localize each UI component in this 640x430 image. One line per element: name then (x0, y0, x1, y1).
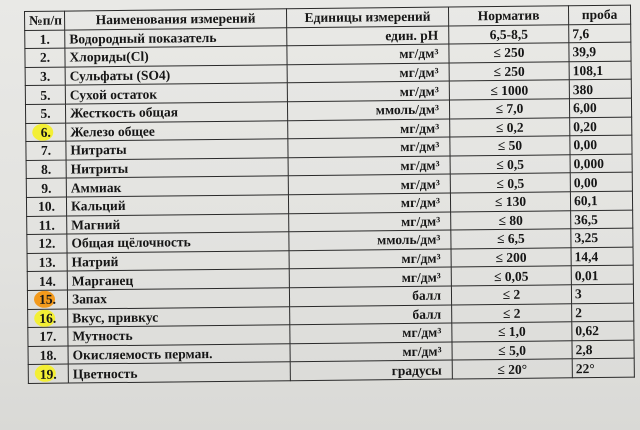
measurement-name: Марганец (67, 269, 289, 290)
row-number-cell (25, 85, 65, 104)
norm-value: ≤ 250 (449, 43, 569, 63)
row-number-cell (28, 309, 68, 328)
sample-value: 14,4 (571, 247, 633, 266)
norm-value: ≤ 200 (451, 248, 571, 268)
measurement-name: Хлориды(Cl) (65, 46, 287, 67)
norm-value: ≤ 130 (450, 192, 570, 212)
measurement-unit: мг/дм³ (288, 137, 450, 157)
row-number-cell (27, 271, 67, 290)
measurement-unit: мг/дм³ (289, 212, 451, 232)
row-number-cell (26, 197, 66, 216)
header-norm: Норматив (448, 6, 568, 26)
header-units: Единицы измерений (286, 7, 448, 27)
measurement-unit: мг/дм³ (290, 342, 452, 362)
measurement-name: Нитриты (66, 157, 288, 178)
measurement-unit: градусы (290, 360, 452, 380)
row-number: 12. (38, 236, 56, 252)
measurement-name: Цветность (68, 362, 290, 383)
row-number-cell (27, 253, 67, 272)
row-number: 8. (41, 161, 52, 177)
sample-value: 3 (571, 284, 633, 303)
row-number-cell (26, 178, 66, 197)
sample-value: 0,00 (570, 135, 632, 154)
row-number: 3. (40, 68, 51, 84)
measurement-name: Запах (67, 288, 289, 309)
norm-value: ≤ 250 (449, 62, 569, 82)
sample-value: 3,25 (571, 228, 633, 247)
sample-value: 0,01 (571, 265, 633, 284)
measurement-name: Кальций (66, 195, 288, 216)
water-analysis-table (24, 5, 635, 384)
measurement-name: Вкус, привкус (68, 306, 290, 327)
measurement-unit: ммоль/дм³ (289, 230, 451, 250)
measurement-unit: ммоль/дм³ (287, 100, 449, 120)
row-number-cell (27, 234, 67, 253)
measurement-name: Аммиак (66, 176, 288, 197)
measurement-unit: мг/дм³ (288, 193, 450, 213)
norm-value: ≤ 0,5 (450, 173, 570, 193)
row-number: 13. (38, 254, 56, 270)
row-number: 14. (38, 273, 56, 289)
measurement-name: Окисляемость перман. (68, 343, 290, 364)
row-number: 16. (39, 310, 57, 326)
norm-value: ≤ 50 (450, 136, 570, 156)
norm-value: ≤ 0,05 (451, 266, 571, 286)
sample-value: 0,000 (570, 154, 632, 173)
table-body (25, 24, 635, 384)
row-number: 15. (39, 291, 57, 308)
norm-value: 6,5-8,5 (449, 24, 569, 44)
row-number-cell (27, 216, 67, 235)
row-number: 5. (40, 87, 51, 103)
sample-value: 60,1 (570, 191, 632, 210)
sample-value: 380 (569, 80, 631, 99)
row-number: 17. (39, 329, 57, 345)
header-sample: проба (568, 5, 630, 24)
header-measurement-name: Наименования измерений (65, 9, 287, 30)
norm-value: ≤ 6,5 (451, 229, 571, 249)
row-number: 7. (40, 143, 52, 159)
row-number-cell (26, 123, 66, 142)
sample-value: 108,1 (569, 61, 631, 80)
measurement-name: Жесткость общая (65, 102, 287, 123)
measurement-name: Натрий (67, 250, 289, 271)
sample-value: 7,6 (569, 24, 631, 43)
row-number: 10. (38, 198, 56, 215)
sample-value: 22° (572, 358, 634, 377)
norm-value: ≤ 80 (451, 210, 571, 230)
row-number-cell (25, 104, 65, 123)
sample-value: 2,8 (572, 340, 634, 359)
norm-value: ≤ 0,5 (450, 155, 570, 175)
measurement-unit: мг/дм³ (290, 323, 452, 343)
row-number: 19. (39, 366, 57, 382)
measurement-unit: мг/дм³ (287, 63, 449, 83)
row-number-cell (28, 327, 68, 346)
row-number: 2. (39, 50, 51, 66)
sample-value: 0,00 (570, 172, 632, 191)
measurement-unit: мг/дм³ (288, 156, 450, 176)
row-number: 18. (39, 347, 57, 363)
row-number: 5. (40, 105, 51, 122)
sample-value: 6,00 (569, 98, 631, 117)
norm-value: ≤ 20° (452, 359, 572, 379)
norm-value: ≤ 1000 (449, 80, 569, 100)
measurement-name: Водородный показатель (65, 27, 287, 48)
sample-value: 36,5 (571, 210, 633, 229)
row-number: 11. (38, 217, 55, 233)
measurement-unit: мг/дм³ (288, 174, 450, 194)
sample-value: 39,9 (569, 42, 631, 61)
measurement-unit: мг/дм³ (287, 81, 449, 101)
sample-value: 0,62 (572, 321, 634, 340)
norm-value: ≤ 7,0 (449, 99, 569, 119)
measurement-name: Мутность (68, 325, 290, 346)
norm-value: ≤ 2 (451, 285, 571, 305)
measurement-name: Нитраты (66, 139, 288, 160)
row-number-cell (26, 160, 66, 179)
row-number-cell (26, 141, 66, 160)
row-number-cell (25, 48, 65, 67)
row-number-cell (25, 30, 65, 49)
measurement-unit: мг/дм³ (288, 119, 450, 139)
norm-value: ≤ 5,0 (452, 340, 572, 360)
measurement-name: Магний (67, 213, 289, 234)
header-number: №п/п (25, 11, 65, 30)
row-number: 9. (41, 180, 52, 196)
row-number-cell (28, 346, 68, 365)
measurement-unit: мг/дм³ (287, 44, 449, 64)
row-number: 6. (40, 124, 51, 140)
row-number-cell (27, 290, 67, 309)
row-number-cell (25, 67, 65, 86)
row-number-cell (28, 364, 68, 383)
measurement-unit: един. pH (287, 26, 449, 46)
sample-value: 2 (572, 303, 634, 322)
measurement-name: Сульфаты (SO4) (65, 65, 287, 86)
sample-value: 0,20 (570, 117, 632, 136)
measurement-unit: балл (290, 305, 452, 325)
norm-value: ≤ 2 (452, 303, 572, 323)
norm-value: ≤ 0,2 (450, 117, 570, 137)
row-number: 1. (39, 31, 50, 47)
measurement-name: Железо общее (66, 120, 288, 141)
measurement-unit: мг/дм³ (289, 267, 451, 287)
measurement-name: Сухой остаток (65, 83, 287, 104)
norm-value: ≤ 1,0 (452, 322, 572, 342)
measurement-name: Общая щёлочность (67, 232, 289, 253)
measurement-unit: мг/дм³ (289, 249, 451, 269)
measurement-unit: балл (289, 286, 451, 306)
